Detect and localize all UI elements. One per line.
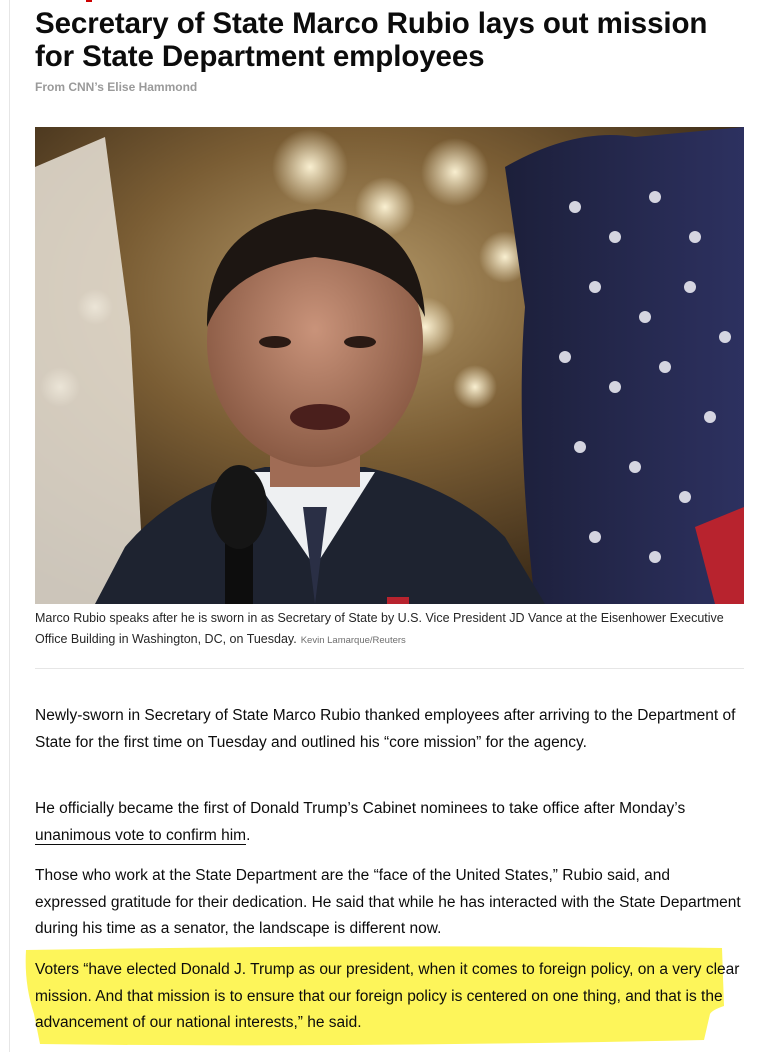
highlighted-quote-paragraph: Voters “have elected Donald J. Trump as our president, when it comes to foreign policy, on a very clear mission. And that mission is to ensure that our foreign policy is centered on one thing, and that is the advancement of our national interests,” he said. <box>35 961 740 1031</box>
photo-caption <box>35 608 743 651</box>
byline: From CNN’s Elise Hammond <box>35 80 198 94</box>
paragraph-text: He officially became the first of Donald Trump’s Cabinet nominees to take office after Monday’s <box>35 800 686 817</box>
photo-credit: Kevin Lamarque/Reuters <box>300 635 406 646</box>
paragraph-text: . <box>246 826 251 844</box>
paragraph: Those who work at the State Department are the “face of the United States,” Rubio said, and expressed gratitude for their dedication. He said that while he has interacted with the State Department during his time as a senator, the landscape is different now. <box>35 867 741 937</box>
caption-text: Marco Rubio speaks after he is sworn in as Secretary of State by U.S. Vice President JD Vance at the Eisenhower Executive Office Building in Washington, DC, on Tuesday. <box>35 611 724 646</box>
left-rule <box>9 0 10 1052</box>
divider <box>35 668 744 669</box>
article-photo[interactable] <box>35 127 744 604</box>
paragraph: Newly-sworn in Secretary of State Marco Rubio thanked employees after arriving to the Department of State for the first time on Tuesday and outlined his “core mission” for the agency. <box>35 707 736 751</box>
paragraph <box>35 796 745 849</box>
article-headline: Secretary of State Marco Rubio lays out mission for State Department employees <box>35 7 708 73</box>
confirmation-vote-link[interactable]: unanimous vote to confirm him <box>35 826 247 844</box>
section-accent <box>36 0 96 3</box>
